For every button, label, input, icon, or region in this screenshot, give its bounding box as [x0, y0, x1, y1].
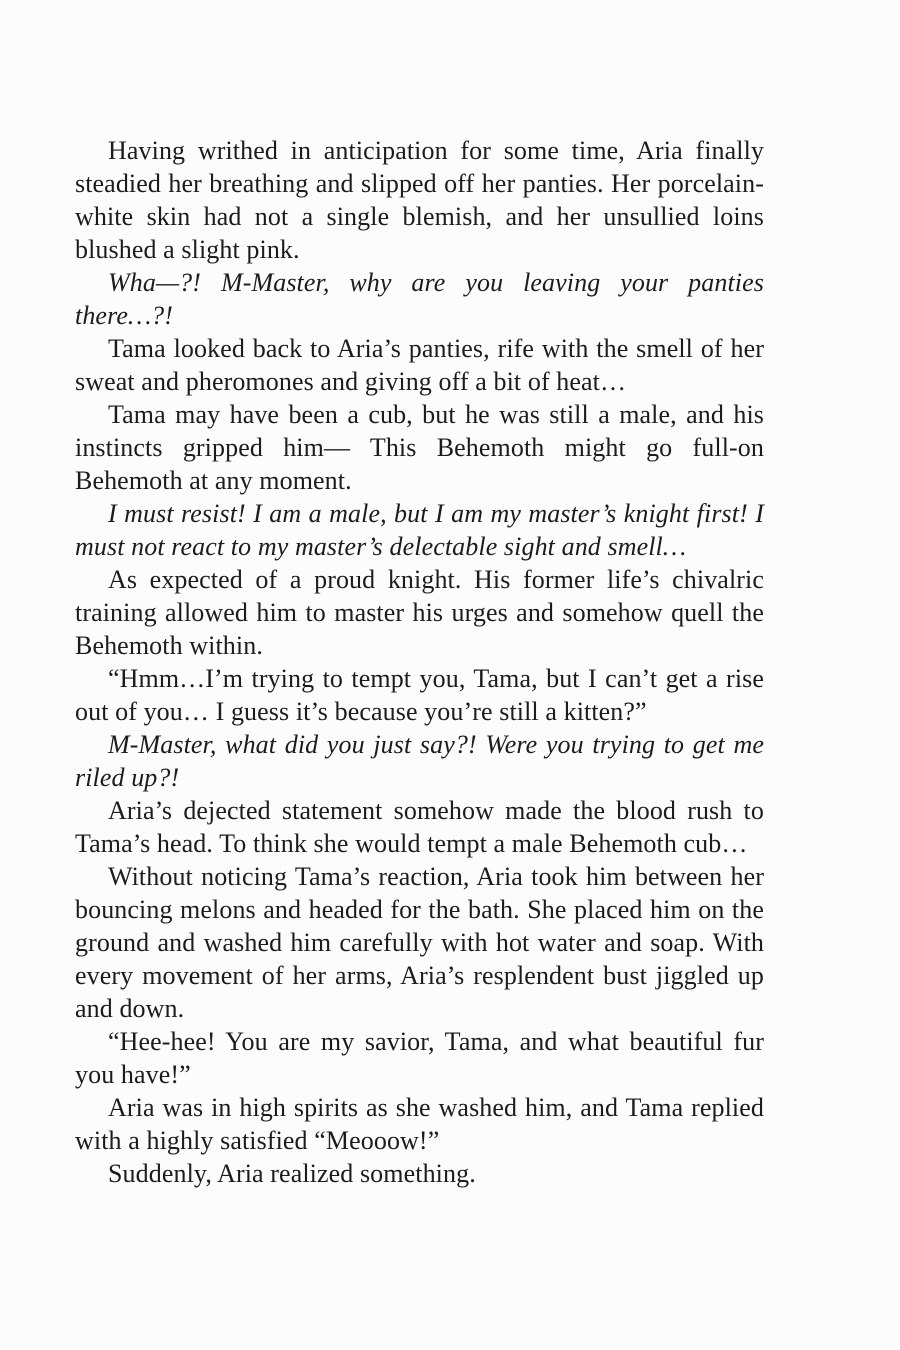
paragraph: Aria’s dejected statement somehow made the blood rush to Tama’s head. To think she would tempt a male Behemoth cub…: [75, 796, 764, 858]
paragraph-dialogue: “Hmm…I’m trying to tempt you, Tama, but I can’t get a rise out of you… I guess it’s because you’re still a kitten?”: [75, 664, 764, 726]
paragraph: Having writhed in anticipation for some time, Aria finally steadied her breathing and slipped off her panties. Her porcelain-white skin had not a single blemish, and her unsullied loins blushed a slight pink.: [75, 136, 764, 264]
paragraph: As expected of a proud knight. His former life’s chivalric training allowed him to master his urges and somehow quell the Behemoth within.: [75, 565, 764, 660]
paragraph: Suddenly, Aria realized something.: [108, 1159, 476, 1188]
paragraph-inner-thought: I must resist! I am a male, but I am my master’s knight first! I must not react to my master’s delectable sight and smell…: [75, 499, 764, 561]
paragraph: Tama may have been a cub, but he was still a male, and his instincts gripped him— This Behemoth might go full-on Behemoth at any moment.: [75, 400, 764, 495]
paragraph-dialogue: “Hee-hee! You are my savior, Tama, and what beautiful fur you have!”: [75, 1027, 764, 1089]
paragraph: Aria was in high spirits as she washed him, and Tama replied with a highly satisfied “Meooow!”: [75, 1093, 764, 1155]
paragraph: Tama looked back to Aria’s panties, rife with the smell of her sweat and pheromones and giving off a bit of heat…: [75, 334, 764, 396]
paragraph: Without noticing Tama’s reaction, Aria took him between her bouncing melons and headed for the bath. She placed him on the ground and washed him carefully with hot water and soap. With every movement of her arms, Aria’s resplendent bust jiggled up and down.: [75, 862, 764, 1023]
paragraph-inner-thought: Wha—?! M-Master, why are you leaving your panties there…?!: [75, 268, 764, 330]
paragraph-inner-thought: M-Master, what did you just say?! Were you trying to get me riled up?!: [75, 730, 764, 792]
